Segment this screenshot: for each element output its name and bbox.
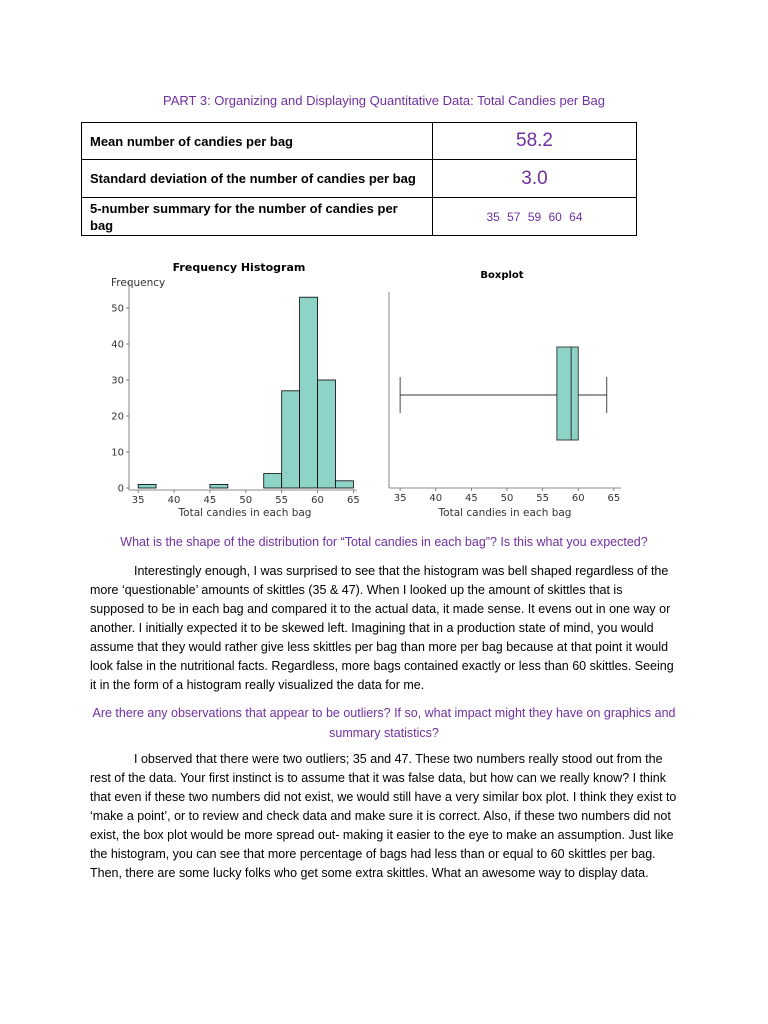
row-label: Mean number of candies per bag xyxy=(82,123,433,160)
answer-2 xyxy=(90,750,680,883)
histogram-bar xyxy=(335,481,353,488)
histogram-y-tick-label: 0 xyxy=(117,483,124,495)
histogram-x-tick-label: 55 xyxy=(275,495,289,506)
frequency-histogram xyxy=(105,255,370,520)
boxplot-xlabel: Total candies in each bag xyxy=(438,507,572,519)
histogram-y-tick-label: 10 xyxy=(111,447,124,459)
boxplot-x-tick-label: 40 xyxy=(429,493,443,504)
boxplot-x-tick-label: 50 xyxy=(500,493,514,504)
mean-value: 58.2 xyxy=(433,123,637,160)
row-label: 5-number summary for the number of candies per bag xyxy=(82,198,433,236)
histogram-bar xyxy=(210,484,228,488)
histogram-bar xyxy=(300,297,318,488)
boxplot-x-tick-label: 35 xyxy=(393,493,407,504)
summary-table xyxy=(81,122,637,236)
histogram-bar xyxy=(318,380,336,488)
histogram-bar xyxy=(138,484,156,488)
histogram-ylabel: Frequency xyxy=(111,277,166,289)
answer-1 xyxy=(90,562,680,695)
table-row xyxy=(82,123,637,160)
histogram-xlabel: Total candies in each bag xyxy=(178,507,312,519)
std-dev-value: 3.0 xyxy=(433,160,637,198)
boxplot-x-tick-label: 60 xyxy=(571,493,585,504)
boxplot-x-tick-label: 45 xyxy=(465,493,478,504)
histogram-x-tick-label: 65 xyxy=(347,495,360,506)
boxplot-title: Boxplot xyxy=(480,270,524,281)
histogram-title: Frequency Histogram xyxy=(172,261,306,274)
five-number-summary-value: 35 57 59 60 64 xyxy=(433,198,637,236)
histogram-bar xyxy=(282,391,300,488)
histogram-y-tick-label: 30 xyxy=(111,375,124,387)
page-title: PART 3: Organizing and Displaying Quantitative Data: Total Candies per Bag xyxy=(162,93,605,108)
histogram-x-tick-label: 45 xyxy=(203,495,217,506)
histogram-x-tick-label: 40 xyxy=(167,495,181,506)
answer-2-text: I observed that there were two outliers; 35 and 47. These two numbers really stood out from the rest of the data. Your first instinct is to assume that it was false data, but how can we really know? I think that even if these two numbers did not exist, we would still have a very similar box plot. I think they exist to ‘make a point’, or to review and check data and make sure it is correct. Also, if these two numbers did not exist, the box plot would be more spread out- making it easier to the eye to make an assumption. Just like the histogram, you can see that more percentage of bags had less than or equal to 60 skittles per bag. Then, there are some lucky folks who get some extra skittles. What an awesome way to display data. xyxy=(90,752,677,880)
histogram-bar xyxy=(264,474,282,488)
table-row xyxy=(82,198,637,236)
table-row xyxy=(82,160,637,198)
boxplot-x-tick-label: 65 xyxy=(607,493,621,504)
histogram-y-tick-label: 40 xyxy=(111,339,124,351)
histogram-y-tick-label: 50 xyxy=(111,303,124,315)
histogram-x-tick-label: 50 xyxy=(239,495,253,506)
boxplot-chart xyxy=(375,262,630,520)
answer-1-text: Interestingly enough, I was surprised to see that the histogram was bell shaped regardless of the more ‘questionable’ amounts of skittles (35 & 47). When I looked up the amount of skittles that is supposed to be in each bag and compared it to the actual data, it made sense. It evens out in one way or another. I initially expected it to be skewed left. Imagining that in a production state of mind, you would assume that they would rather give less skittles per bag than more per bag because at that point it would look false in the nutritional facts. Regardless, more bags contained exactly or less than 60 skittles. Seeing it in the form of a histogram really visualized the data for me. xyxy=(90,564,674,692)
histogram-x-tick-label: 60 xyxy=(311,495,324,506)
boxplot-box xyxy=(557,347,578,440)
question-1: What is the shape of the distribution for “Total candies in each bag”? Is this what you expected? xyxy=(120,535,648,549)
histogram-y-tick-label: 20 xyxy=(111,411,124,423)
question-2: Are there any observations that appear to be outliers? If so, what impact might they have on graphics and summary statistics? xyxy=(92,706,676,740)
histogram-x-tick-label: 35 xyxy=(131,495,145,506)
boxplot-x-tick-label: 55 xyxy=(536,493,549,504)
row-label: Standard deviation of the number of candies per bag xyxy=(82,160,433,198)
